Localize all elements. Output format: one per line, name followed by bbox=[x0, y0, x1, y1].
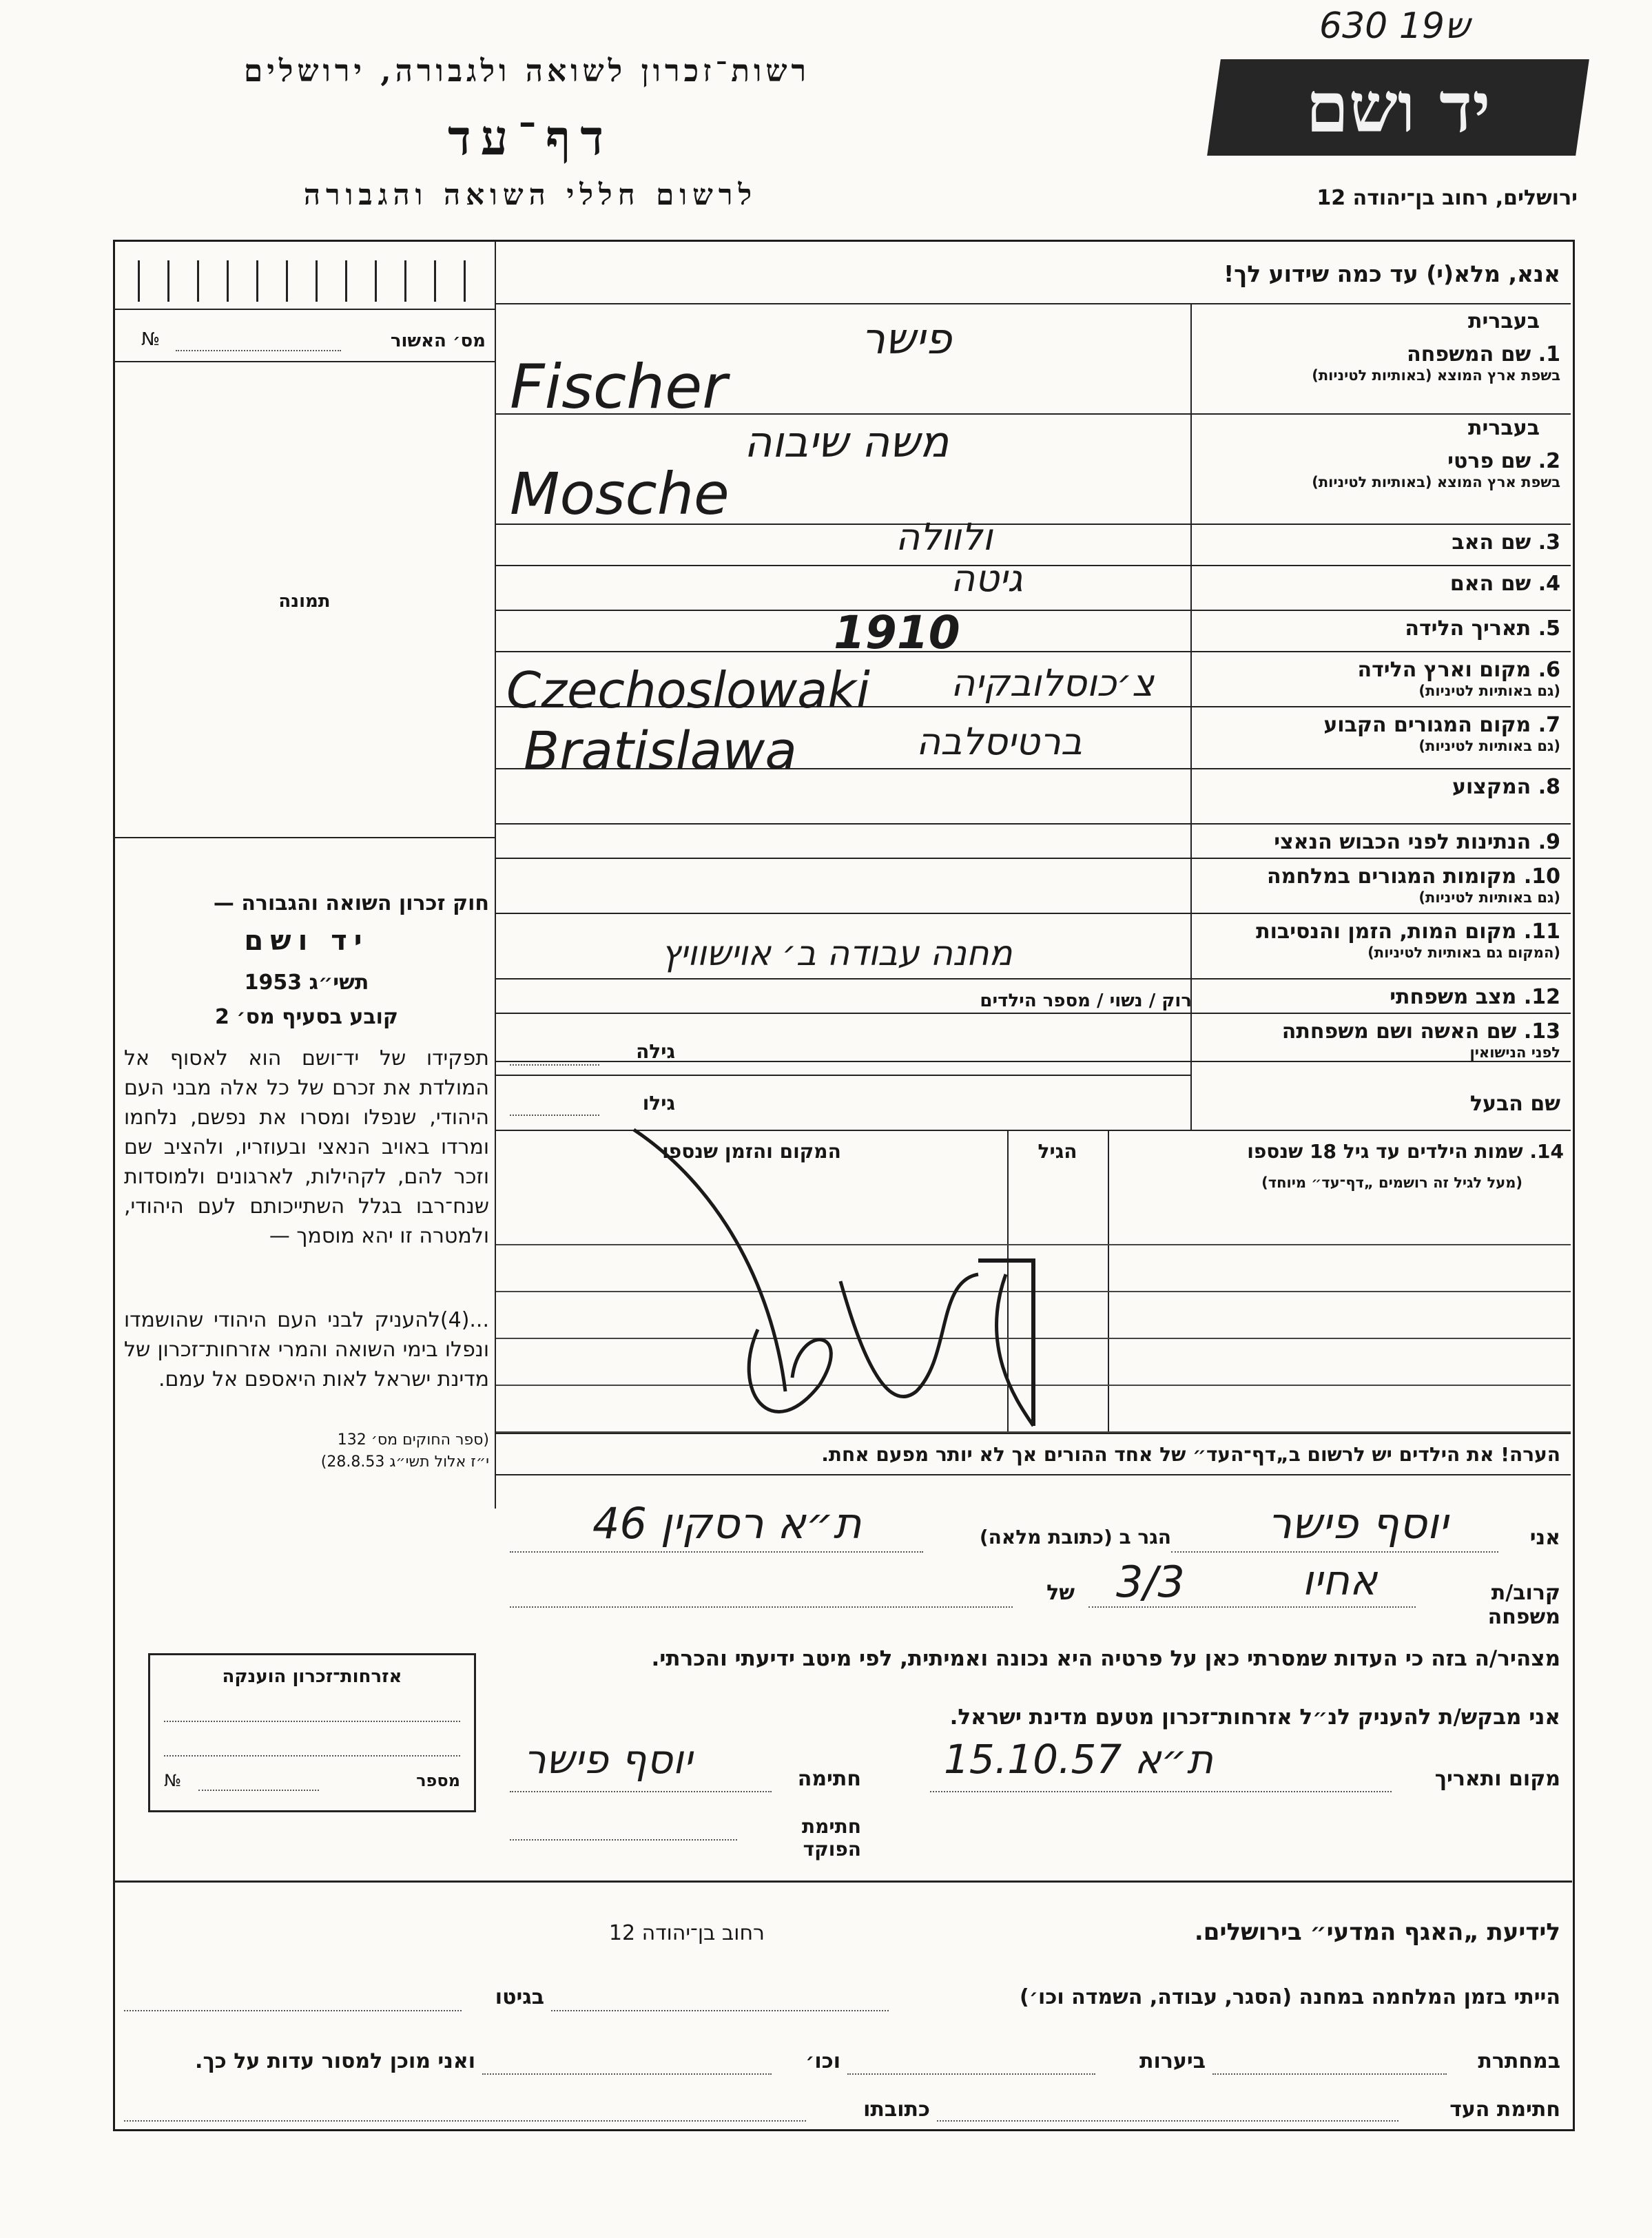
wife-age-field[interactable] bbox=[510, 1064, 599, 1066]
hw-relation: אחיו bbox=[1302, 1557, 1378, 1605]
field-title: מקומות המגורים במלחמה bbox=[1267, 864, 1517, 889]
field-label bbox=[1195, 617, 1560, 641]
field-row bbox=[1192, 307, 1567, 413]
field-row bbox=[1192, 706, 1567, 768]
hw-given-hebrew: משה שיבוה bbox=[744, 417, 949, 467]
field-label bbox=[1195, 530, 1560, 555]
note-rule bbox=[496, 1474, 1571, 1475]
children-age-header: הגיל bbox=[1037, 1140, 1077, 1163]
certificate-number-field[interactable] bbox=[198, 1790, 319, 1791]
footer-camp-line: הייתי בזמן המלחמה במחנה (הסגר, עבודה, השמדה וכו׳) bbox=[1020, 1985, 1560, 2009]
certificate-box bbox=[148, 1653, 476, 1812]
hw-declarant-address: ת״א רסקין 46 bbox=[592, 1498, 862, 1548]
field-title: שם האב bbox=[1452, 530, 1531, 555]
field-label bbox=[1195, 449, 1560, 473]
wife-age-label: גילה bbox=[636, 1040, 675, 1063]
field-row bbox=[1192, 651, 1567, 706]
field-row bbox=[1192, 978, 1567, 1013]
law-title: חוק זכרון השואה והגבורה — bbox=[213, 891, 489, 915]
field-label bbox=[1195, 830, 1560, 854]
page-title: דף־עד bbox=[447, 109, 613, 166]
field-row bbox=[1192, 913, 1567, 978]
footer-underground-label: במחתרת bbox=[1478, 2049, 1560, 2073]
field-sub-label: בשפת ארץ המוצא (באותיות לטיניות) bbox=[1312, 474, 1560, 490]
footer-witness-field[interactable] bbox=[937, 2120, 1398, 2122]
hw-surname-latin: Fischer bbox=[510, 351, 727, 422]
hw-declarant-name: יוסף פישר bbox=[1268, 1498, 1448, 1548]
signature-label: חתימה bbox=[797, 1767, 861, 1791]
archive-reference: 630 ש19 bbox=[1319, 6, 1470, 47]
declarant-name-field[interactable] bbox=[1171, 1551, 1498, 1553]
field-label bbox=[1195, 864, 1560, 889]
officer-signature-label: חתימת הפוקד bbox=[802, 1815, 861, 1861]
certificate-title: אזרחות־זכרון הוענקה bbox=[222, 1666, 402, 1687]
certificate-line-2[interactable] bbox=[164, 1755, 460, 1757]
field-title: תאריך הלידה bbox=[1405, 617, 1531, 641]
field-label bbox=[1195, 713, 1560, 737]
field-number: 9. bbox=[1538, 830, 1560, 854]
children-place-header: המקום והזמן שנספו bbox=[662, 1140, 841, 1163]
field-title: שם האם bbox=[1449, 572, 1531, 596]
hw-residence-hebrew: ברטיסלבה bbox=[916, 720, 1083, 763]
footer-etc-field[interactable] bbox=[482, 2073, 772, 2075]
footer-witness-label: חתימת העד bbox=[1449, 2097, 1560, 2122]
field-number: 13. bbox=[1523, 1019, 1560, 1044]
field-number: 1. bbox=[1538, 342, 1560, 366]
field-row bbox=[1192, 1013, 1567, 1061]
certificate-no-symbol: № bbox=[164, 1771, 181, 1790]
husband-label: שם הבעל bbox=[1469, 1092, 1560, 1116]
yad-vashem-logo bbox=[1207, 59, 1589, 156]
field-number: 6. bbox=[1538, 658, 1560, 682]
photo-top-rule bbox=[113, 361, 496, 362]
wife-row-rule bbox=[496, 1075, 1192, 1076]
husband-age-field[interactable] bbox=[510, 1115, 599, 1116]
field-sub-label: בשפת ארץ המוצא (באותיות לטיניות) bbox=[1312, 367, 1560, 384]
footer-camp-field[interactable] bbox=[551, 2010, 889, 2011]
footer-forests-label: ביערות bbox=[1139, 2049, 1206, 2073]
in-hebrew-label: בעברית bbox=[1468, 309, 1540, 333]
footer-ghetto-label: בגיטו bbox=[495, 1985, 544, 2009]
hw-place-date: ת״א 15.10.57 bbox=[944, 1736, 1213, 1783]
hw-surname-hebrew: פישר bbox=[861, 313, 952, 364]
sidebar-top-rule bbox=[113, 309, 496, 310]
law-name: יד ושם bbox=[244, 925, 369, 957]
field-title: שם פרטי bbox=[1447, 449, 1531, 473]
hw-relation-of: 3/3 bbox=[1116, 1557, 1185, 1607]
field-label bbox=[1195, 342, 1560, 366]
field-title: שם המשפחה bbox=[1407, 342, 1531, 366]
certificate-number-label: מספר bbox=[416, 1771, 460, 1790]
field-number: 3. bbox=[1538, 530, 1560, 555]
field-number: 10. bbox=[1523, 864, 1560, 889]
field-label bbox=[1195, 985, 1560, 1009]
field-sub-label: (המקום גם באותיות לטיניות) bbox=[1367, 944, 1560, 961]
field-number: 2. bbox=[1538, 449, 1560, 473]
approval-no-label: מס׳ האשור bbox=[390, 331, 486, 351]
children-title: שמות הילדים עד גיל 18 שנספו bbox=[1247, 1140, 1523, 1163]
hw-residence-latin: Bratislawa bbox=[524, 720, 797, 781]
law-year: תשי״ג 1953 bbox=[244, 971, 369, 995]
field-row bbox=[1192, 565, 1567, 610]
signature-field[interactable] bbox=[510, 1791, 772, 1792]
footer-etc-label: וכו׳ bbox=[805, 2049, 840, 2073]
law-text-2: ...(4)להעניק לבני העם היהודי שהושמדו ונפלו בימי השואה והמרי אזרחות־זכרון של מדינת ישראל לאות היאספם אל עמם. bbox=[124, 1308, 489, 1391]
field-row bbox=[1192, 823, 1567, 858]
officer-signature-field[interactable] bbox=[510, 1839, 737, 1841]
place-date-label: מקום ותאריך bbox=[1434, 1767, 1560, 1791]
field-sub-label: (גם באותיות לטיניות) bbox=[1418, 738, 1560, 754]
footer-address-field[interactable] bbox=[124, 2120, 806, 2122]
declarant-prefix: אני bbox=[1529, 1526, 1560, 1550]
field-title: הנתינות לפני הכבוש הנאצי bbox=[1274, 830, 1531, 854]
hw-mother: גיטה bbox=[951, 557, 1023, 600]
handwritten-scribble bbox=[592, 1102, 1088, 1460]
header-address: ירושלים, רחוב בן־יהודה 12 bbox=[1317, 186, 1578, 210]
field-title: מקום המות, הזמן והנסיבות bbox=[1256, 920, 1517, 944]
hw-birth-place-hebrew: צ׳כוסלובקיה bbox=[951, 661, 1155, 705]
children-sub: (מעל לגיל זה רושמים „דף־עד״ מיוחד) bbox=[1261, 1174, 1522, 1191]
field-title: מקום המגורים הקבוע bbox=[1323, 713, 1531, 737]
field-row bbox=[1192, 413, 1567, 524]
of-label: של bbox=[1046, 1581, 1075, 1605]
marital-options: רוק / נשוי / מספר הילדים bbox=[980, 991, 1192, 1011]
law-text: תפקידו של יד־ושם הוא לאסוף אל המולדת את זכרם של כל אלה מבני העם היהודי, שנפלו ומסרו את נפשם, נלחמו ומרדו באויב הנאצי ובעוזריו, ולהציב שם וזכר להם, לקהילות, לארגונים ולמוסדות שנח־רבו בגלל השתייכותם לעם היהודי, ולמטרה זו יהא מוסמך — bbox=[124, 1046, 489, 1248]
field-number: 5. bbox=[1538, 617, 1560, 641]
children-note: הערה! את הילדים יש לרשום ב„דף־העד״ של אחד ההורים אך לא יותר מפעם אחת. bbox=[821, 1443, 1560, 1466]
law-ref-2: י״ז אלול תשי״ג 28.8.53) bbox=[320, 1453, 489, 1471]
footer-address: רחוב בן־יהודה 12 bbox=[608, 1921, 765, 1945]
law-clause: קובע בסעיף מס׳ 2 bbox=[214, 1005, 399, 1029]
hw-signature: יוסף פישר bbox=[524, 1736, 692, 1783]
field-row bbox=[1192, 610, 1567, 651]
field-label bbox=[1195, 658, 1560, 682]
photo-bottom-rule bbox=[113, 837, 496, 838]
field-row bbox=[1192, 858, 1567, 913]
field-number: 4. bbox=[1538, 572, 1560, 596]
children-num: 14. bbox=[1529, 1140, 1564, 1163]
approval-no-symbol: № bbox=[141, 329, 161, 350]
certificate-line-1[interactable] bbox=[164, 1721, 460, 1722]
footer-willing-text: ואני מוכן למסור עדות על כך. bbox=[195, 2049, 475, 2073]
law-ref-1: (ספר החוקים מס׳ 132 bbox=[337, 1431, 489, 1449]
in-hebrew-label: בעברית bbox=[1468, 416, 1540, 440]
logo-text: יד ושם bbox=[1305, 67, 1491, 148]
field-number: 8. bbox=[1538, 775, 1560, 799]
place-date-field[interactable] bbox=[930, 1791, 1392, 1792]
field-number: 7. bbox=[1538, 713, 1560, 737]
children-label bbox=[1109, 1140, 1564, 1163]
hw-birth-year: 1910 bbox=[834, 606, 960, 659]
field-sub-label: לפני הנישואין bbox=[1469, 1044, 1560, 1061]
footer-forests-field[interactable] bbox=[847, 2073, 1095, 2075]
footer-ghetto-field[interactable] bbox=[124, 2010, 462, 2011]
field-number: 12. bbox=[1523, 985, 1560, 1009]
hw-death-place: מחנה עבודה ב׳ אוישוויץ bbox=[661, 933, 1013, 973]
field-sub-label: (גם באותיות לטיניות) bbox=[1418, 683, 1560, 699]
field-title: מקום וארץ הלידה bbox=[1357, 658, 1531, 682]
footer-divider bbox=[113, 1880, 1572, 1883]
declarant-address-field[interactable] bbox=[510, 1551, 923, 1553]
page-subtitle: לרשום חללי השואה והגבורה bbox=[303, 178, 758, 211]
field-label bbox=[1195, 1019, 1560, 1044]
relation-of-field[interactable] bbox=[510, 1606, 1013, 1608]
declaration: מצהיר/ה בזה כי העדות שמסרתי כאן על פרטיה היא נכונה ואמיתית, לפי מיטב ידיעתי והכרתי. bbox=[651, 1646, 1560, 1671]
approval-no-field[interactable] bbox=[176, 350, 341, 351]
instruction: אנא, מלא(י) עד כמה שידוע לך! bbox=[1223, 260, 1560, 287]
footer-address-label: כתובתו bbox=[863, 2097, 930, 2122]
footer-underground-field[interactable] bbox=[1212, 2073, 1447, 2075]
field-number: 11. bbox=[1523, 920, 1560, 944]
field-label bbox=[1195, 775, 1560, 799]
photo-label: תמונה bbox=[278, 591, 331, 612]
field-sub-label: (גם באותיות לטיניות) bbox=[1418, 889, 1560, 906]
ruler-ticks bbox=[138, 260, 482, 302]
field-title: מצב משפחתי bbox=[1390, 985, 1517, 1009]
hw-father: ולוולה bbox=[896, 515, 993, 559]
declarant-resides-label: הגר ב (כתובת מלאה) bbox=[979, 1526, 1171, 1548]
instruction-divider bbox=[496, 303, 1571, 304]
citizenship-request: אני מבקש/ת להעניק לנ״ל אזרחות־זכרון מטעם מדינת ישראל. bbox=[949, 1705, 1560, 1730]
relative-label: קרוב/ת משפחה bbox=[1487, 1581, 1560, 1629]
institution-name: רשות־זכרון לשואה ולגבורה, ירושלים bbox=[243, 54, 811, 89]
field-row bbox=[1192, 768, 1567, 823]
field-title: המקצוע bbox=[1452, 775, 1531, 799]
hw-birth-place-latin: Czechoslowaki bbox=[506, 661, 870, 719]
field-title: שם האשה ושם משפחתה bbox=[1281, 1019, 1517, 1044]
field-label bbox=[1195, 572, 1560, 596]
husband-age-label: גילו bbox=[642, 1092, 675, 1115]
footer-heading: לידיעת „האגף המדעי״ בירושלים. bbox=[1194, 1918, 1560, 1946]
field-label bbox=[1195, 920, 1560, 944]
hw-given-latin: Mosche bbox=[510, 460, 730, 528]
field-row bbox=[1192, 524, 1567, 565]
